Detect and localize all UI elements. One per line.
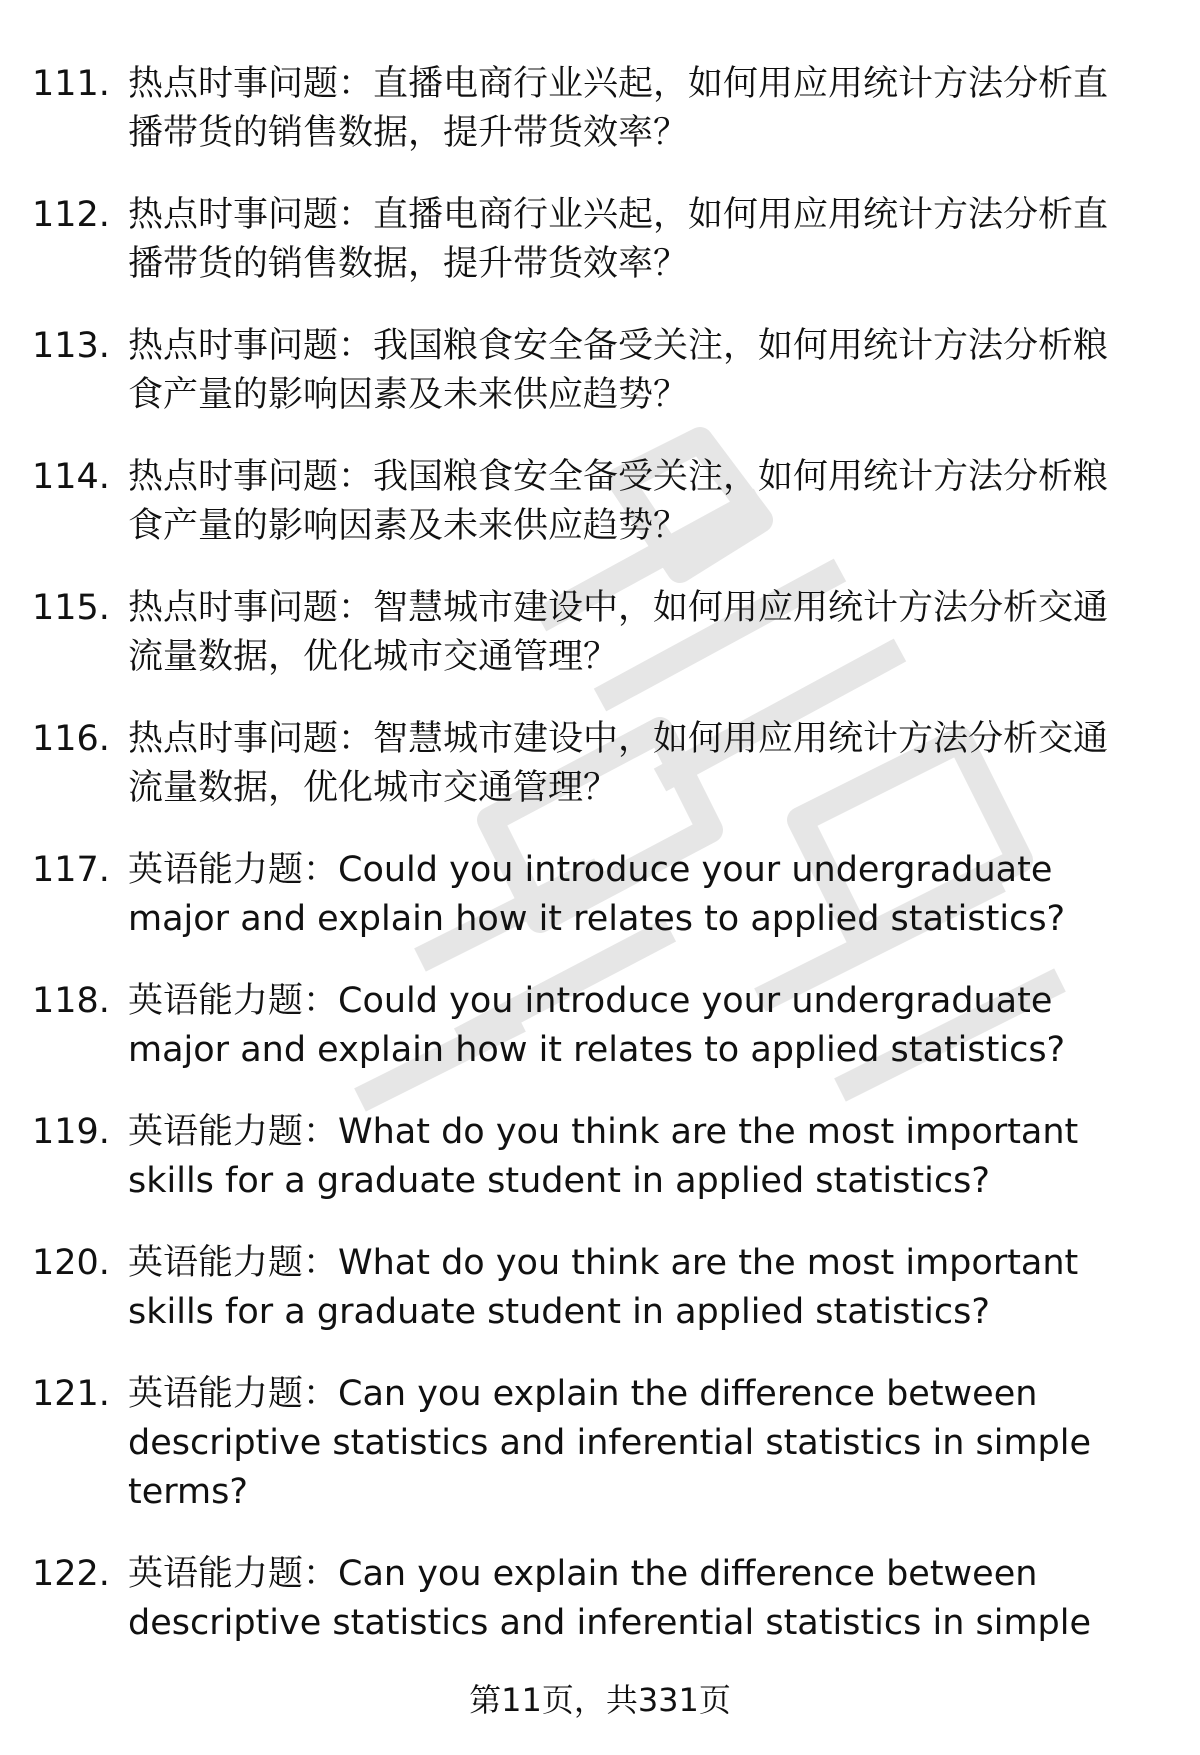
question-number: 116. (32, 719, 110, 759)
question-number: 118. (32, 981, 110, 1021)
question-number: 120. (32, 1243, 110, 1283)
question-number: 112. (32, 195, 110, 235)
question-number: 122. (32, 1554, 110, 1594)
question-item-115 (0, 584, 1200, 682)
question-text: 热点时事问题：智慧城市建设中，如何用应用统计方法分析交通流量数据，优化城市交通管理？ (128, 719, 1109, 808)
question-number: 115. (32, 588, 110, 628)
question-text: 英语能力题：What do you think are the most important skills for a graduate student in applied statistics? (128, 1243, 1079, 1332)
question-text: 热点时事问题：我国粮食安全备受关注，如何用统计方法分析粮食产量的影响因素及未来供应趋势？ (128, 457, 1109, 546)
question-item-117 (0, 846, 1200, 944)
question-item-119 (0, 1108, 1200, 1206)
question-number: 114. (32, 457, 110, 497)
question-text: 热点时事问题：直播电商行业兴起，如何用应用统计方法分析直播带货的销售数据，提升带货效率？ (128, 195, 1109, 284)
question-item-116 (0, 715, 1200, 813)
question-text: 热点时事问题：智慧城市建设中，如何用应用统计方法分析交通流量数据，优化城市交通管理？ (128, 588, 1109, 677)
question-item-121 (0, 1370, 1200, 1517)
question-number: 113. (32, 326, 110, 366)
page-indicator: 第11页，共331页 (469, 1681, 731, 1719)
question-list (0, 60, 1200, 1648)
question-text: 热点时事问题：我国粮食安全备受关注，如何用统计方法分析粮食产量的影响因素及未来供应趋势？ (128, 326, 1109, 415)
question-number: 119. (32, 1112, 110, 1152)
question-item-122 (0, 1550, 1200, 1648)
question-item-120 (0, 1239, 1200, 1337)
question-item-111 (0, 60, 1200, 158)
question-item-114 (0, 453, 1200, 551)
question-text: 热点时事问题：直播电商行业兴起，如何用应用统计方法分析直播带货的销售数据，提升带货效率？ (128, 64, 1109, 153)
question-number: 121. (32, 1374, 110, 1414)
question-number: 111. (32, 64, 110, 104)
question-text: 英语能力题：Could you introduce your undergraduate major and explain how it relates to applied statistics? (128, 850, 1066, 939)
question-text: 英语能力题：Could you introduce your undergraduate major and explain how it relates to applied statistics? (128, 981, 1066, 1070)
question-number: 117. (32, 850, 110, 890)
question-item-113 (0, 322, 1200, 420)
question-text: 英语能力题：What do you think are the most important skills for a graduate student in applied statistics? (128, 1112, 1079, 1201)
question-text: 英语能力题：Can you explain the difference between descriptive statistics and inferential statistics in simple (128, 1554, 1092, 1643)
question-item-118 (0, 977, 1200, 1075)
question-text: 英语能力题：Can you explain the difference between descriptive statistics and inferential statistics in simple terms? (128, 1374, 1092, 1512)
question-item-112 (0, 191, 1200, 289)
